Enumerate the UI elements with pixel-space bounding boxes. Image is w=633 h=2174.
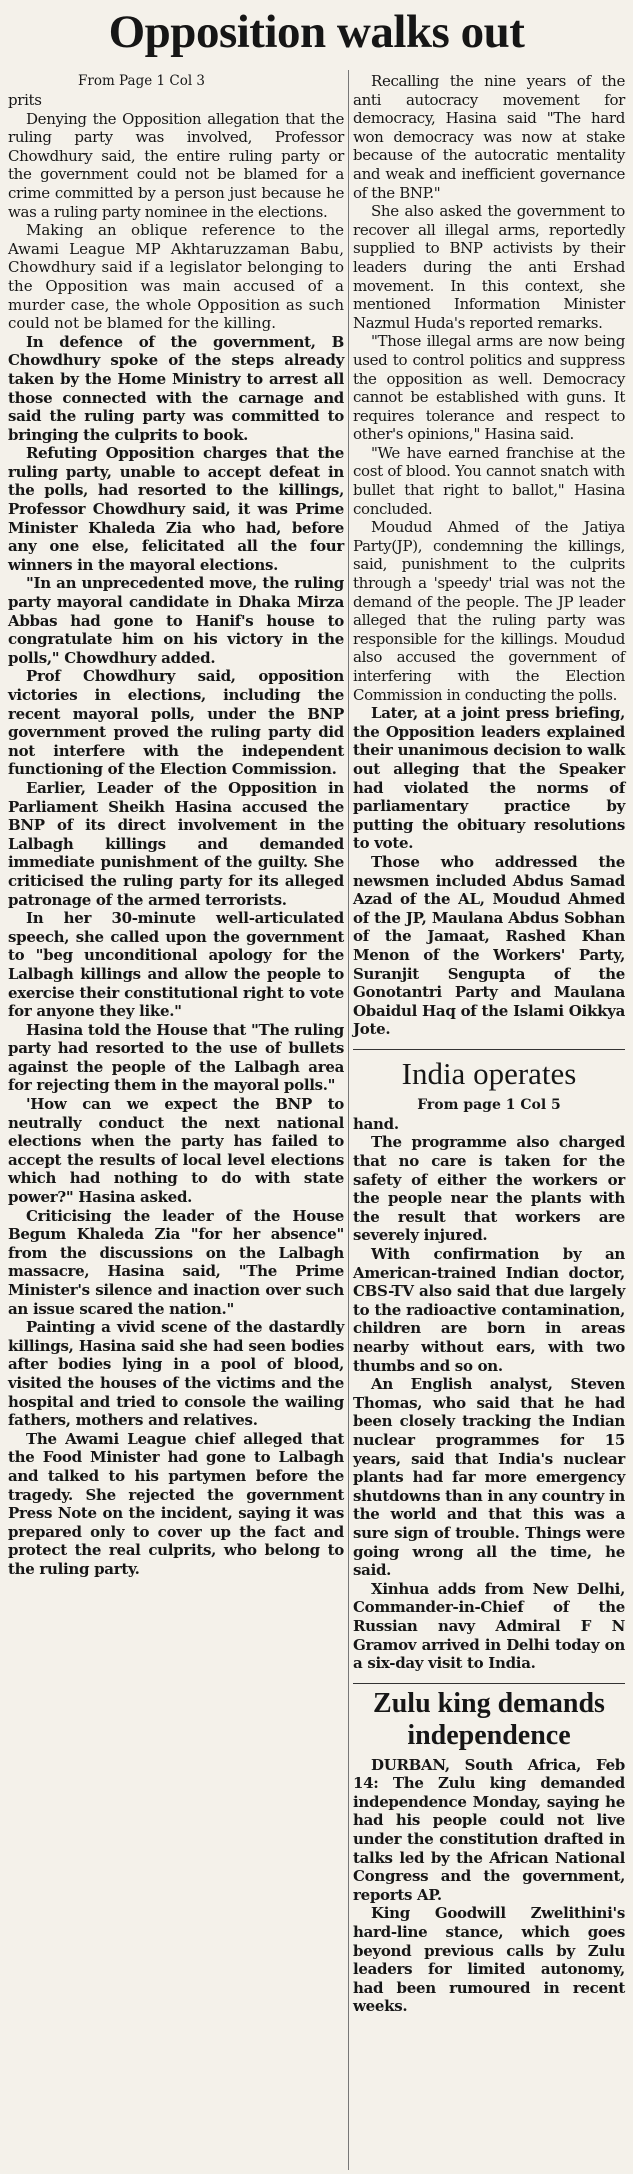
paragraph: 'How can we expect the BNP to neutrally conduct the next national elections when the party has failed to accept the results of local level elections which had nothing to do with state power?" Hasina asked. bbox=[8, 1095, 344, 1207]
paragraph: With confirmation by an American-trained Indian doctor, CBS-TV also said that due largely to the radioactive contamination, children are born in areas nearby without ears, with two thumbs and so on. bbox=[353, 1245, 625, 1375]
india-headline: India operates bbox=[353, 1049, 625, 1092]
paragraph: She also asked the government to recover all illegal arms, reportedly supplied to BNP activists by their leaders during the anti Ershad movement. In this context, she mentioned Information Minister Nazmul Huda's reported remarks. bbox=[353, 202, 625, 332]
paragraph: Xinhua adds from New Delhi, Commander-in-Chief of the Russian navy Admiral F N Gramov arrived in Delhi today on a six-day visit to India. bbox=[353, 1579, 625, 1673]
paragraph: In her 30-minute well-articulated speech, she called upon the government to "beg unconditional apology for the Lalbagh killings and allow the people to exercise their constitutional right to vote for anyone they like." bbox=[8, 909, 344, 1021]
paragraph: Hasina told the House that "The ruling party had resorted to the use of bullets against the people of the Lalbagh area for rejecting them in the mayoral polls." bbox=[8, 1020, 344, 1095]
paragraph: Criticising the leader of the House Begum Khaleda Zia "for her absence" from the discussions on the Lalbagh massacre, Hasina said, "The Prime Minister's silence and inaction over such an issue scared the nation." bbox=[8, 1206, 344, 1318]
paragraph: DURBAN, South Africa, Feb 14: The Zulu king demanded independence Monday, saying he had his people could not live under the constitution drafted in talks led by the African National Congress and the government, reports AP. bbox=[353, 1755, 625, 1904]
paragraph: Making an oblique reference to the Awami League MP Akhtaruzzaman Babu, Chowdhury said if a legislator belonging to the Opposition was main accused of a murder case, the whole Opposition as such could not be blamed for the killing. bbox=[8, 221, 344, 333]
column-right bbox=[353, 72, 625, 2016]
paragraph: Denying the Opposition allegation that the ruling party was involved, Professor Chowdhury said, the entire ruling party or the government could not be blamed for a crime committed by a person just because he was a ruling party nominee in the elections. bbox=[8, 109, 344, 221]
paragraph: Moudud Ahmed of the Jatiya Party(JP), condemning the killings, said, punishment to the culprits through a 'speedy' trial was not the demand of the people. The JP leader alleged that the ruling party was responsible for the killings. Moudud also accused the government of interfering with the Election Commission in conducting the polls. bbox=[353, 518, 625, 704]
paragraph: King Goodwill Zwelithini's hard-line stance, which goes beyond previous calls by Zulu leaders for limited autonomy, had been rumoured in recent weeks. bbox=[353, 1904, 625, 2016]
zulu-headline: Zulu king demands independence bbox=[353, 1683, 625, 1752]
paragraph: "We have earned franchise at the cost of blood. You cannot snatch with bullet that right to ballot," Hasina concluded. bbox=[353, 443, 625, 518]
paragraph: An English analyst, Steven Thomas, who said that he had been closely tracking the Indian nuclear programmes for 15 years, said that India's nuclear plants had far more emergency shutdowns than in any country in the world and that this was a sure sign of trouble. Things were going wrong all the time, he said. bbox=[353, 1375, 625, 1580]
paragraph: The programme also charged that no care is taken for the safety of either the workers or the people near the plants with the result that workers are severely injured. bbox=[353, 1133, 625, 1245]
headline: Opposition walks out bbox=[108, 6, 525, 58]
paragraph: hand. bbox=[353, 1114, 399, 1133]
paragraph: Later, at a joint press briefing, the Opposition leaders explained their unanimous decision to walk out alleging that the Speaker had violated the norms of parliamentary practice by putting the obituary resolutions to vote. bbox=[353, 704, 625, 853]
jump-line: From Page 1 Col 3 bbox=[78, 73, 206, 89]
paragraph: Those who addressed the newsmen included Abdus Samad Azad of the AL, Moudud Ahmed of the JP, Maulana Abdus Sobhan of the Jamaat, Rashed Khan Menon of the Workers' Party, Suranjit Sengupta of the Gonotantri Party and Maulana Obaidul Haq of the Islami Oikkya Jote. bbox=[353, 852, 625, 1039]
paragraph: Painting a vivid scene of the dastardly killings, Hasina said she had seen bodies after bodies lying in a pool of blood, visited the houses of the victims and the hospital and tried to console the wailing fathers, mothers and relatives. bbox=[8, 1318, 344, 1430]
paragraph: "Those illegal arms are now being used to control politics and suppress the opposition as well. Democracy cannot be established with guns. It requires tolerance and respect to other's opinions," Hasina said. bbox=[353, 332, 625, 444]
paragraph: "In an unprecedented move, the ruling party mayoral candidate in Dhaka Mirza Abbas had gone to Hanif's house to congratulate him on his victory in the polls," Chowdhury added. bbox=[8, 574, 344, 667]
paragraph: Prof Chowdhury said, opposition victories in elections, including the recent mayoral polls, under the BNP government proved the ruling party did not interfere with the independent functioning of the Election Commission. bbox=[8, 667, 344, 779]
paragraph: Refuting Opposition charges that the ruling party, unable to accept defeat in the polls, had resorted to the killings, Professor Chowdhury said, it was Prime Minister Khaleda Zia who had, before any one else, felicitated all the four winners in the mayoral elections. bbox=[8, 444, 344, 574]
india-jump-line: From page 1 Col 5 bbox=[417, 1096, 561, 1113]
paragraph: prits bbox=[8, 91, 42, 109]
paragraph: In defence of the government, B Chowdhury spoke of the steps already taken by the Home Ministry to arrest all those connected with the carnage and said the ruling party was committed to bringing the culprits to book. bbox=[8, 332, 344, 444]
paragraph: The Awami League chief alleged that the Food Minister had gone to Lalbagh and talked to his partymen before the tragedy. She rejected the government Press Note on the incident, saying it was prepared only to cover up the fact and protect the real culprits, who belong to the ruling party. bbox=[8, 1429, 344, 1578]
column-divider bbox=[348, 70, 349, 2170]
column-left bbox=[8, 72, 344, 1579]
paragraph: Recalling the nine years of the anti autocracy movement for democracy, Hasina said "The hard won democracy was now at stake because of the autocratic mentality and weak and inefficient governance of the BNP." bbox=[353, 72, 625, 202]
paragraph: Earlier, Leader of the Opposition in Parliament Sheikh Hasina accused the BNP of its direct involvement in the Lalbagh killings and demanded immediate punishment of the guilty. She criticised the ruling party for its alleged patronage of the armed terrorists. bbox=[8, 778, 344, 909]
